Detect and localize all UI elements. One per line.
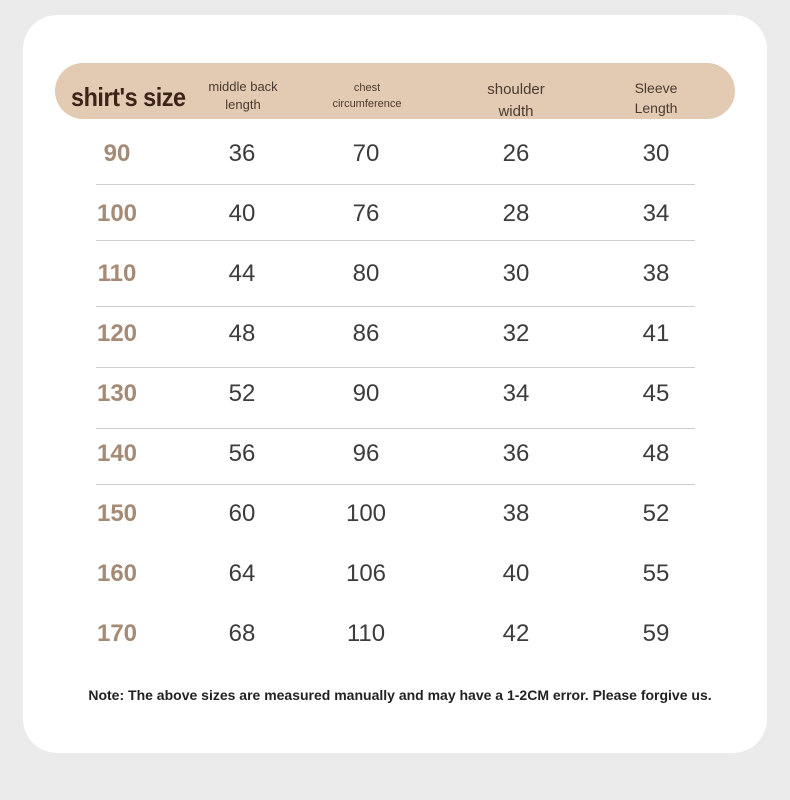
back-length-cell: 60 — [228, 500, 256, 527]
chest-cell: 76 — [352, 200, 380, 227]
sleeve-cell: 30 — [642, 140, 670, 167]
shoulder-cell: 26 — [502, 140, 530, 167]
sleeve-cell: 45 — [642, 380, 670, 407]
col-header-line: shoulder — [487, 81, 545, 98]
shoulder-cell: 30 — [502, 260, 530, 287]
sleeve-cell: 59 — [642, 620, 670, 647]
sleeve-cell: 48 — [642, 440, 670, 467]
size-cell: 160 — [96, 560, 138, 587]
sleeve-cell: 41 — [642, 320, 670, 347]
back-length-cell: 36 — [228, 140, 256, 167]
shoulder-cell: 42 — [502, 620, 530, 647]
row-divider — [96, 428, 695, 429]
col-header-line: chest — [353, 82, 381, 94]
table-row — [0, 614, 790, 654]
col-header-chest-circumference — [332, 80, 401, 112]
col-header-line: Sleeve — [634, 80, 678, 96]
back-length-cell: 56 — [228, 440, 256, 467]
col-header-line: Length — [634, 100, 678, 116]
row-divider — [96, 184, 695, 185]
back-length-cell: 68 — [228, 620, 256, 647]
table-row — [0, 134, 790, 174]
back-length-cell: 44 — [228, 260, 256, 287]
chest-cell: 110 — [346, 620, 386, 647]
shoulder-cell: 34 — [502, 380, 530, 407]
shoulder-cell: 40 — [502, 560, 530, 587]
col-header-line: width — [498, 103, 534, 120]
col-header-line: length — [225, 97, 261, 112]
table-row — [0, 374, 790, 414]
chest-cell: 96 — [352, 440, 380, 467]
chest-cell: 100 — [345, 500, 387, 527]
size-cell: 130 — [96, 380, 138, 407]
sleeve-cell: 55 — [642, 560, 670, 587]
row-divider — [96, 484, 695, 485]
row-divider — [96, 367, 695, 368]
size-cell: 150 — [96, 500, 138, 527]
size-cell: 120 — [96, 320, 138, 347]
table-row — [0, 194, 790, 234]
col-header-line: circumference — [332, 98, 402, 110]
back-length-cell: 52 — [228, 380, 256, 407]
sleeve-cell: 38 — [642, 260, 670, 287]
col-header-shoulder-width — [487, 79, 545, 123]
chest-cell: 86 — [352, 320, 380, 347]
chest-cell: 80 — [352, 260, 380, 287]
shoulder-cell: 36 — [502, 440, 530, 467]
col-header-middle-back-length — [208, 78, 277, 114]
table-row — [0, 554, 790, 594]
row-divider — [96, 240, 695, 241]
size-cell: 170 — [96, 620, 138, 647]
chest-cell: 90 — [352, 380, 380, 407]
size-cell: 110 — [97, 260, 137, 287]
back-length-cell: 64 — [228, 560, 256, 587]
chest-cell: 70 — [352, 140, 380, 167]
measurement-note: Note: The above sizes are measured manually and may have a 1-2CM error. Please forgive us. — [88, 687, 712, 703]
table-row — [0, 434, 790, 474]
table-title: shirt's size — [71, 82, 186, 112]
sleeve-cell: 34 — [642, 200, 670, 227]
shoulder-cell: 32 — [502, 320, 530, 347]
back-length-cell: 40 — [228, 200, 256, 227]
table-row — [0, 494, 790, 534]
size-cell: 140 — [96, 440, 138, 467]
size-cell: 90 — [103, 140, 131, 167]
col-header-sleeve-length — [635, 78, 678, 118]
shoulder-cell: 38 — [502, 500, 530, 527]
size-cell: 100 — [96, 200, 138, 227]
back-length-cell: 48 — [228, 320, 256, 347]
col-header-line: middle back — [208, 79, 278, 94]
shoulder-cell: 28 — [502, 200, 530, 227]
row-divider — [96, 306, 695, 307]
sleeve-cell: 52 — [642, 500, 670, 527]
table-row — [0, 314, 790, 354]
table-row — [0, 254, 790, 294]
chest-cell: 106 — [345, 560, 387, 587]
